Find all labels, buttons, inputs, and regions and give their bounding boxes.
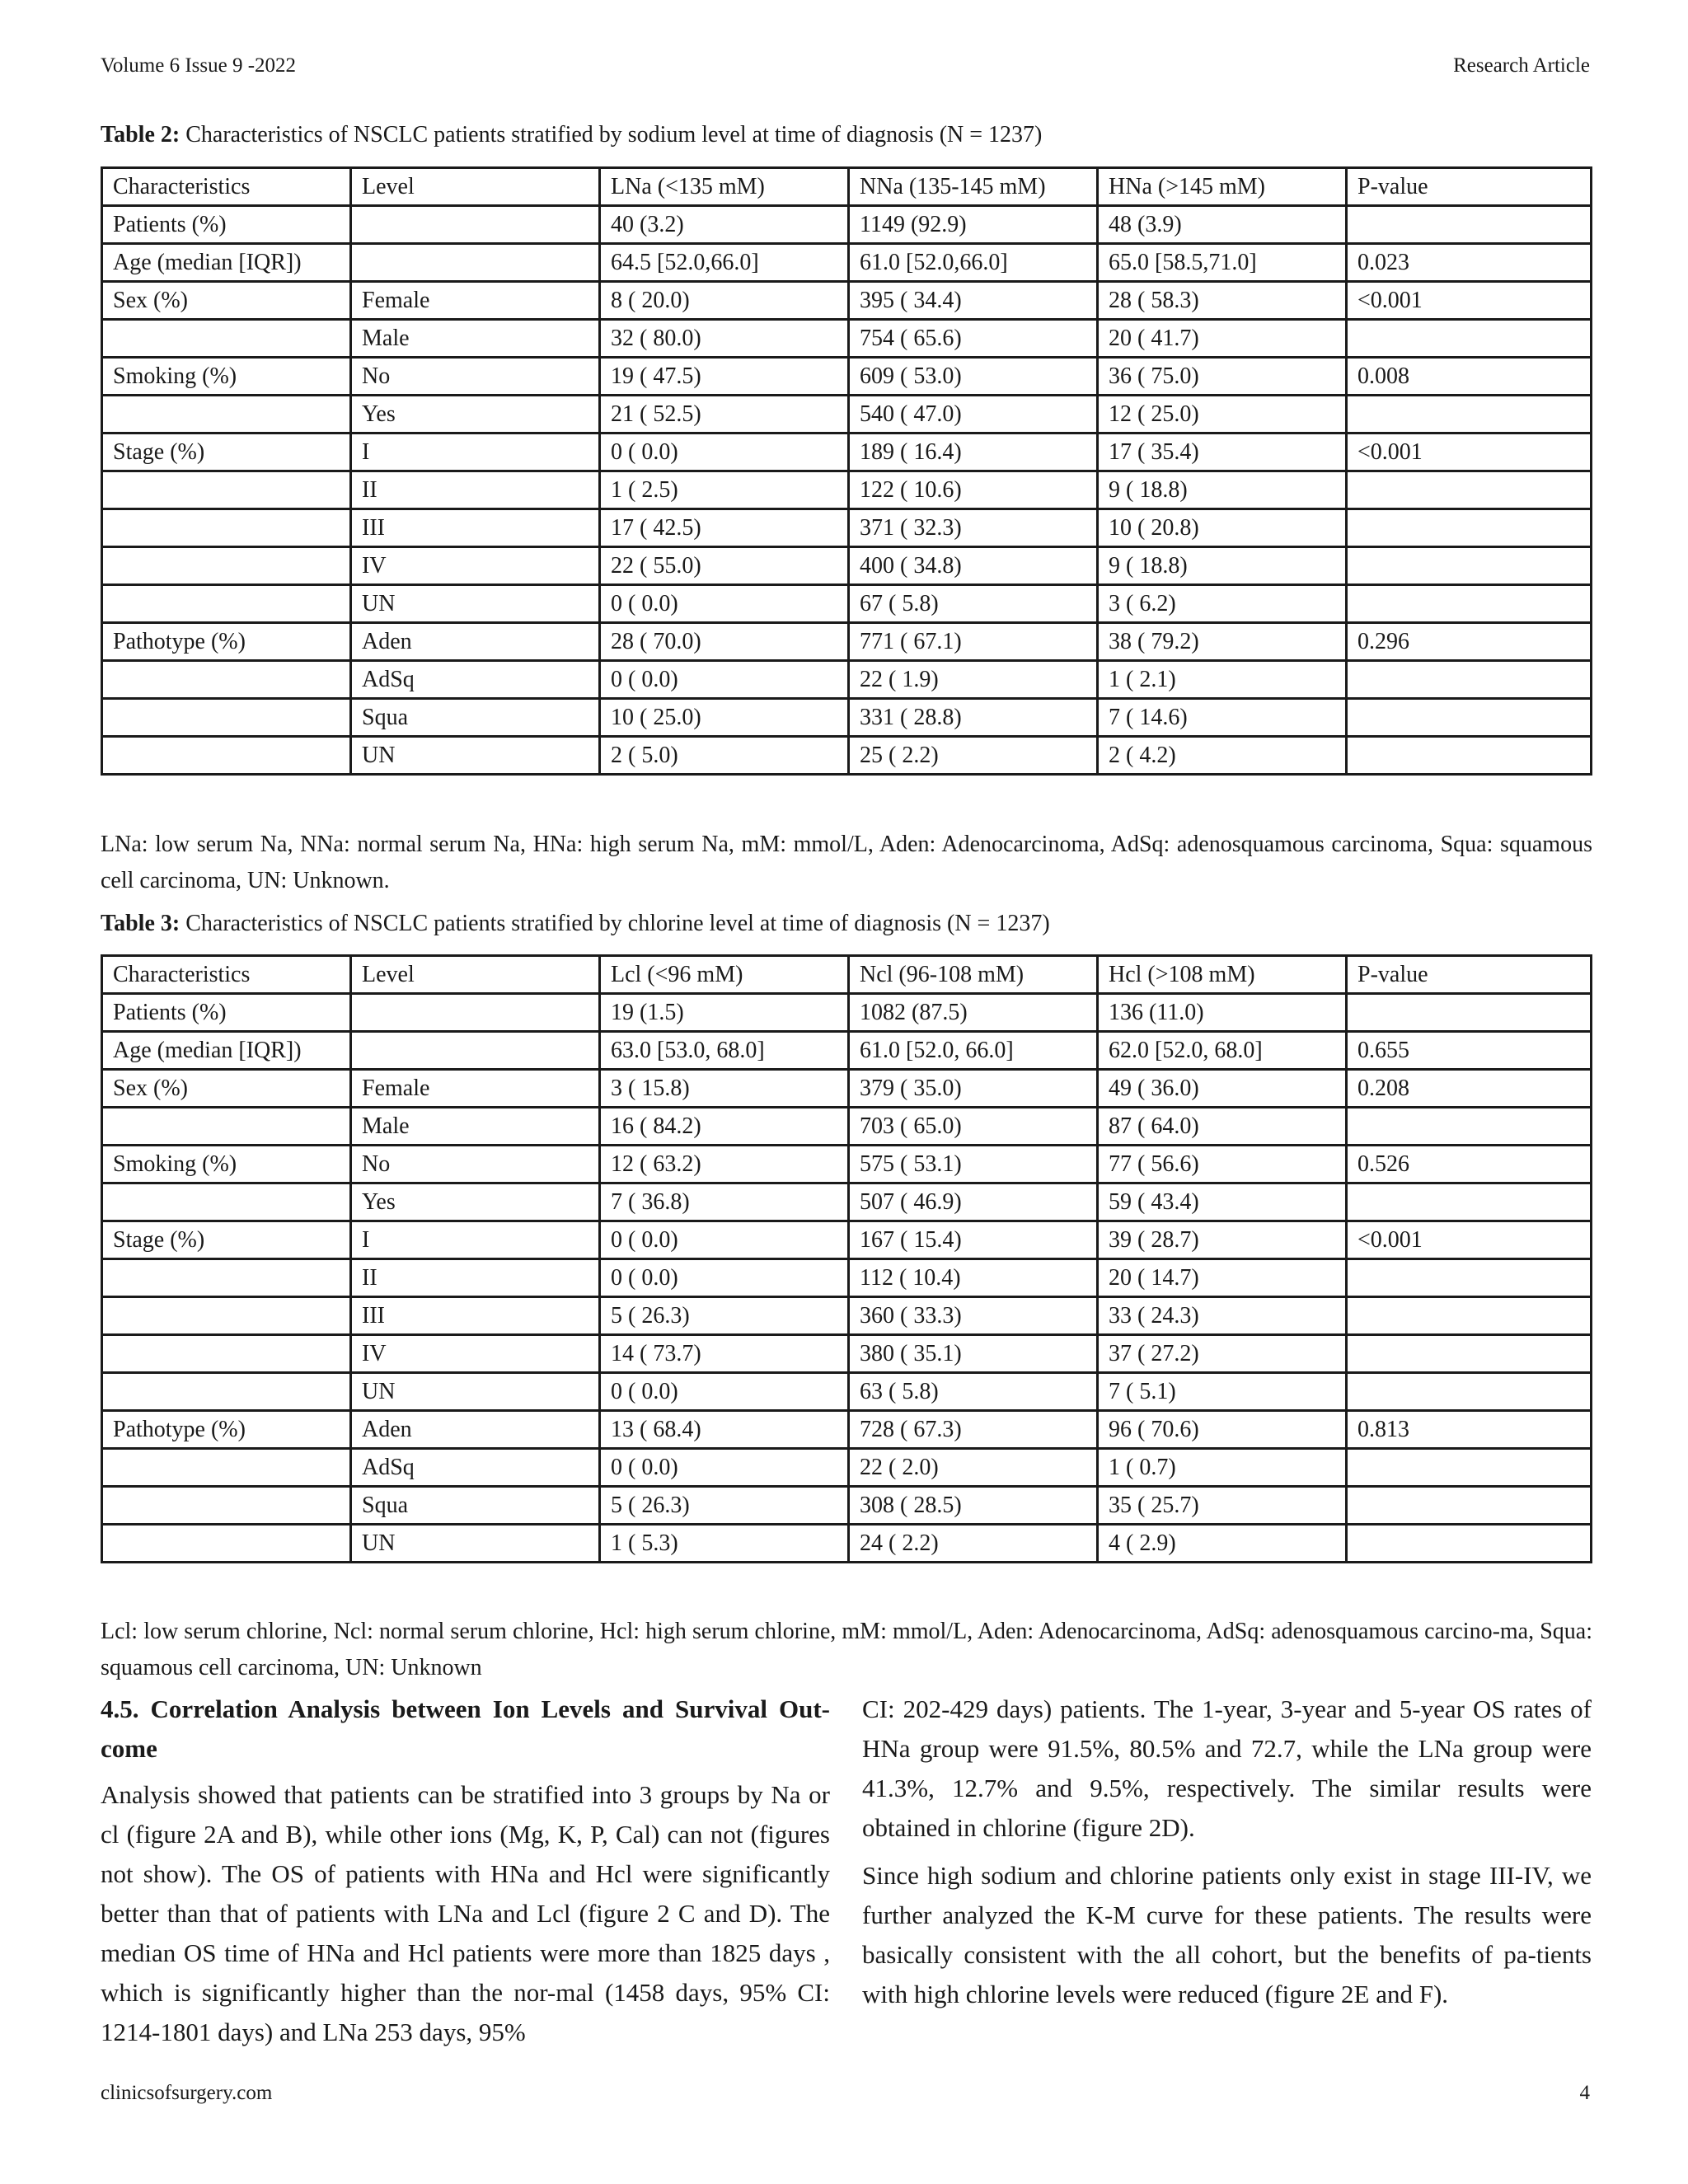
table-row (102, 1373, 1592, 1411)
table-cell: II (351, 1259, 600, 1297)
table-cell (102, 1373, 351, 1411)
column-header: NNa (135-145 mM) (849, 168, 1098, 206)
table-cell (1347, 547, 1592, 585)
table-cell: 10 ( 25.0) (600, 699, 849, 737)
table-cell: UN (351, 1525, 600, 1563)
table-cell: Smoking (%) (102, 358, 351, 396)
table-cell: II (351, 471, 600, 509)
table-header-row (102, 956, 1592, 994)
right-column (862, 1690, 1592, 2022)
right-paragraph-1: CI: 202-429 days) patients. The 1-year, 3-year and 5-year OS rates of HNa group were 91.5%, 80.5% and 72.7, while the LNa group were 41.3%, 12.7% and 9.5%, respectively. The similar results were obtained in chlorine (figure 2D). (862, 1694, 1592, 1842)
table-cell: Patients (%) (102, 206, 351, 244)
table-row (102, 1221, 1592, 1259)
table-cell: 1 ( 2.1) (1098, 661, 1347, 699)
table-cell: 16 ( 84.2) (600, 1108, 849, 1146)
table-cell (1347, 1335, 1592, 1373)
table-cell (1347, 1449, 1592, 1487)
table-cell: 0 ( 0.0) (600, 1373, 849, 1411)
right-paragraph-2: Since high sodium and chlorine patients only exist in stage III-IV, we further analyzed the K-M curve for these patients. The results were basically consistent with the all cohort, but the benefits of pa-tients with high chlorine levels were reduced (figure 2E and F). (862, 1861, 1592, 2008)
table-cell: 167 ( 15.4) (849, 1221, 1098, 1259)
table-cell: <0.001 (1347, 282, 1592, 320)
table-cell (102, 661, 351, 699)
table-cell: 49 ( 36.0) (1098, 1070, 1347, 1108)
column-header: HNa (>145 mM) (1098, 168, 1347, 206)
table-row (102, 1259, 1592, 1297)
table-cell: Pathotype (%) (102, 1411, 351, 1449)
table-cell: 754 ( 65.6) (849, 320, 1098, 358)
table-cell: Age (median [IQR]) (102, 1032, 351, 1070)
footer-site: clinicsofsurgery.com (101, 2082, 273, 2104)
table-row (102, 471, 1592, 509)
table-cell: 62.0 [52.0, 68.0] (1098, 1032, 1347, 1070)
volume-label: Volume 6 Issue 9 -2022 (101, 54, 297, 77)
table-cell (102, 471, 351, 509)
table-cell: 2 ( 5.0) (600, 737, 849, 775)
table-cell: 379 ( 35.0) (849, 1070, 1098, 1108)
table-cell: 13 ( 68.4) (600, 1411, 849, 1449)
table-cell: 7 ( 36.8) (600, 1183, 849, 1221)
table-cell (351, 206, 600, 244)
table-row (102, 737, 1592, 775)
table-row (102, 547, 1592, 585)
table-cell: 96 ( 70.6) (1098, 1411, 1347, 1449)
table-cell (102, 320, 351, 358)
table-cell: Sex (%) (102, 282, 351, 320)
table-cell: 21 ( 52.5) (600, 396, 849, 434)
table-cell: 14 ( 73.7) (600, 1335, 849, 1373)
table-row (102, 661, 1592, 699)
table-cell: 0.655 (1347, 1032, 1592, 1070)
table-cell: 17 ( 42.5) (600, 509, 849, 547)
table-cell: 35 ( 25.7) (1098, 1487, 1347, 1525)
table-cell: 38 ( 79.2) (1098, 623, 1347, 661)
table-row (102, 1525, 1592, 1563)
table-cell: 12 ( 25.0) (1098, 396, 1347, 434)
table-row (102, 585, 1592, 623)
column-header: Level (351, 168, 600, 206)
column-header: Level (351, 956, 600, 994)
table-cell: III (351, 509, 600, 547)
table-cell: 40 (3.2) (600, 206, 849, 244)
table-cell (1347, 320, 1592, 358)
table-cell (102, 1108, 351, 1146)
table-cell: 63 ( 5.8) (849, 1373, 1098, 1411)
table-cell: <0.001 (1347, 434, 1592, 471)
table-cell (1347, 1108, 1592, 1146)
table-cell (1347, 585, 1592, 623)
table-cell (1347, 1259, 1592, 1297)
table-cell: Stage (%) (102, 434, 351, 471)
table-cell: 22 ( 55.0) (600, 547, 849, 585)
left-paragraph: Analysis showed that patients can be stratified into 3 groups by Na or cl (figure 2A and B), while other ions (Mg, K, P, Cal) can not (figures not show). The OS of patients with HNa and Hcl were significantly better than that of patients with LNa and Lcl (figure 2 C and D). The median OS time of HNa and Hcl patients were more than 1825 days , which is significantly higher than the nor-mal (1458 days, 95% CI: 1214-1801 days) and LNa 253 days, 95% (101, 1780, 830, 2046)
table-cell (102, 699, 351, 737)
table-cell: 5 ( 26.3) (600, 1487, 849, 1525)
table-cell: 395 ( 34.4) (849, 282, 1098, 320)
table-cell (102, 1183, 351, 1221)
table-cell: 12 ( 63.2) (600, 1146, 849, 1183)
table3-caption (101, 911, 1050, 937)
table2-label: Table 2: (101, 122, 181, 148)
table-cell: <0.001 (1347, 1221, 1592, 1259)
table-cell: 61.0 [52.0, 66.0] (849, 1032, 1098, 1070)
running-head (101, 54, 1590, 77)
table-cell: 0.526 (1347, 1146, 1592, 1183)
table-cell: 25 ( 2.2) (849, 737, 1098, 775)
table-cell (102, 737, 351, 775)
table-cell: 22 ( 2.0) (849, 1449, 1098, 1487)
table-row (102, 699, 1592, 737)
table-cell: 20 ( 14.7) (1098, 1259, 1347, 1297)
table-cell: 540 ( 47.0) (849, 396, 1098, 434)
table-cell (102, 1335, 351, 1373)
table-cell: 1149 (92.9) (849, 206, 1098, 244)
table3-caption-text: Characteristics of NSCLC patients stratified by chlorine level at time of diagnosis (N = 1237) (185, 911, 1050, 936)
column-header: P-value (1347, 168, 1592, 206)
table-cell: 136 (11.0) (1098, 994, 1347, 1032)
table-cell: 112 ( 10.4) (849, 1259, 1098, 1297)
table-cell: 3 ( 6.2) (1098, 585, 1347, 623)
table-cell: 19 (1.5) (600, 994, 849, 1032)
table-cell (102, 585, 351, 623)
table-cell: UN (351, 585, 600, 623)
table-cell: 0 ( 0.0) (600, 1449, 849, 1487)
table2-caption (101, 122, 1042, 148)
table-cell: 7 ( 5.1) (1098, 1373, 1347, 1411)
article-type: Research Article (1453, 54, 1590, 77)
table-cell: 64.5 [52.0,66.0] (600, 244, 849, 282)
table-cell (1347, 1525, 1592, 1563)
table-cell: 1 ( 5.3) (600, 1525, 849, 1563)
table-cell: 37 ( 27.2) (1098, 1335, 1347, 1373)
table-header-row (102, 168, 1592, 206)
table-cell: 39 ( 28.7) (1098, 1221, 1347, 1259)
table-cell (1347, 509, 1592, 547)
table-cell: 1 ( 2.5) (600, 471, 849, 509)
table-cell: Aden (351, 1411, 600, 1449)
table-cell: IV (351, 1335, 600, 1373)
table-cell: Aden (351, 623, 600, 661)
table-cell: 87 ( 64.0) (1098, 1108, 1347, 1146)
table-cell: Squa (351, 699, 600, 737)
table-cell (102, 1525, 351, 1563)
table-cell: Female (351, 1070, 600, 1108)
table-cell: 609 ( 53.0) (849, 358, 1098, 396)
table-cell: 20 ( 41.7) (1098, 320, 1347, 358)
table-cell (1347, 396, 1592, 434)
table-cell: 63.0 [53.0, 68.0] (600, 1032, 849, 1070)
table-cell: 1082 (87.5) (849, 994, 1098, 1032)
table-row (102, 1032, 1592, 1070)
page-footer (101, 2082, 1590, 2105)
left-column (101, 1690, 830, 2060)
table-row (102, 1449, 1592, 1487)
table-cell (1347, 206, 1592, 244)
table-cell (102, 1487, 351, 1525)
table-cell: Smoking (%) (102, 1146, 351, 1183)
table-cell: 0 ( 0.0) (600, 1221, 849, 1259)
table-cell: 308 ( 28.5) (849, 1487, 1098, 1525)
table-cell: 371 ( 32.3) (849, 509, 1098, 547)
table-cell: 19 ( 47.5) (600, 358, 849, 396)
column-header: P-value (1347, 956, 1592, 994)
table-cell: 0 ( 0.0) (600, 1259, 849, 1297)
table-cell: Sex (%) (102, 1070, 351, 1108)
table-cell (1347, 1487, 1592, 1525)
table-cell: 10 ( 20.8) (1098, 509, 1347, 547)
table-cell: 9 ( 18.8) (1098, 547, 1347, 585)
table-row (102, 994, 1592, 1032)
table-cell: No (351, 358, 600, 396)
table-row (102, 206, 1592, 244)
table2-caption-text: Characteristics of NSCLC patients stratified by sodium level at time of diagnosis (N = 1237) (185, 122, 1043, 148)
table-cell: 189 ( 16.4) (849, 434, 1098, 471)
table-cell (1347, 1373, 1592, 1411)
table-cell (102, 1449, 351, 1487)
table-cell: 575 ( 53.1) (849, 1146, 1098, 1183)
table-row (102, 1297, 1592, 1335)
table-row (102, 434, 1592, 471)
table-cell (1347, 471, 1592, 509)
table-cell (351, 244, 600, 282)
table-cell: 33 ( 24.3) (1098, 1297, 1347, 1335)
table-cell: 0.008 (1347, 358, 1592, 396)
table-cell: 0.296 (1347, 623, 1592, 661)
column-header: Hcl (>108 mM) (1098, 956, 1347, 994)
table-row (102, 282, 1592, 320)
table-cell: Male (351, 1108, 600, 1146)
table-cell: Male (351, 320, 600, 358)
table-cell: 4 ( 2.9) (1098, 1525, 1347, 1563)
table-cell: UN (351, 1373, 600, 1411)
table-row (102, 1070, 1592, 1108)
table-cell: 331 ( 28.8) (849, 699, 1098, 737)
table-cell: 728 ( 67.3) (849, 1411, 1098, 1449)
table-cell (102, 1297, 351, 1335)
table-cell (351, 1032, 600, 1070)
table-row (102, 623, 1592, 661)
table-row (102, 320, 1592, 358)
table-cell: 17 ( 35.4) (1098, 434, 1347, 471)
table-row (102, 1108, 1592, 1146)
table-cell: 7 ( 14.6) (1098, 699, 1347, 737)
table-cell: Pathotype (%) (102, 623, 351, 661)
table-cell: Stage (%) (102, 1221, 351, 1259)
table-cell (1347, 1183, 1592, 1221)
table-cell (102, 396, 351, 434)
table-cell: 77 ( 56.6) (1098, 1146, 1347, 1183)
page-number: 4 (1579, 2082, 1590, 2104)
table-cell: 24 ( 2.2) (849, 1525, 1098, 1563)
column-header: Characteristics (102, 956, 351, 994)
table3-footnote: Lcl: low serum chlorine, Ncl: normal serum chlorine, Hcl: high serum chlorine, mM: mmol/L, Aden: Adenocarcinoma, AdSq: adenosquamous carcino-ma, Squa: squamous cell carcinoma, UN: Unknown (101, 1619, 1592, 1680)
table-cell: 32 ( 80.0) (600, 320, 849, 358)
table-cell: 0.208 (1347, 1070, 1592, 1108)
column-header: Ncl (96-108 mM) (849, 956, 1098, 994)
table-cell: 0 ( 0.0) (600, 585, 849, 623)
column-header: Lcl (<96 mM) (600, 956, 849, 994)
table-cell: 65.0 [58.5,71.0] (1098, 244, 1347, 282)
table-row (102, 244, 1592, 282)
table-cell (351, 994, 600, 1032)
table-cell: I (351, 1221, 600, 1259)
table-cell: Female (351, 282, 600, 320)
table-cell: 28 ( 70.0) (600, 623, 849, 661)
table-cell: 703 ( 65.0) (849, 1108, 1098, 1146)
table-cell: 59 ( 43.4) (1098, 1183, 1347, 1221)
table-cell: 0 ( 0.0) (600, 434, 849, 471)
table-cell: 67 ( 5.8) (849, 585, 1098, 623)
table-cell: 2 ( 4.2) (1098, 737, 1347, 775)
table-row (102, 358, 1592, 396)
table-cell: III (351, 1297, 600, 1335)
table-cell: Yes (351, 1183, 600, 1221)
table-cell: 122 ( 10.6) (849, 471, 1098, 509)
table-row (102, 1146, 1592, 1183)
table-cell: 400 ( 34.8) (849, 547, 1098, 585)
table-cell: 360 ( 33.3) (849, 1297, 1098, 1335)
table-cell: 0 ( 0.0) (600, 661, 849, 699)
table-row (102, 1411, 1592, 1449)
table-cell: 380 ( 35.1) (849, 1335, 1098, 1373)
table-cell: Age (median [IQR]) (102, 244, 351, 282)
table-row (102, 1183, 1592, 1221)
table-cell: AdSq (351, 1449, 600, 1487)
table2-sodium (101, 166, 1592, 776)
table-cell (1347, 737, 1592, 775)
table-cell: UN (351, 737, 600, 775)
table-cell: 771 ( 67.1) (849, 623, 1098, 661)
table-cell: Patients (%) (102, 994, 351, 1032)
column-header: LNa (<135 mM) (600, 168, 849, 206)
table-cell: 3 ( 15.8) (600, 1070, 849, 1108)
table-row (102, 1335, 1592, 1373)
table-cell: 48 (3.9) (1098, 206, 1347, 244)
table-cell: 9 ( 18.8) (1098, 471, 1347, 509)
table-cell: 8 ( 20.0) (600, 282, 849, 320)
table-cell: 36 ( 75.0) (1098, 358, 1347, 396)
table-cell: 0.023 (1347, 244, 1592, 282)
table-cell (1347, 1297, 1592, 1335)
table-cell: 61.0 [52.0,66.0] (849, 244, 1098, 282)
table-cell: Squa (351, 1487, 600, 1525)
table-cell: 5 ( 26.3) (600, 1297, 849, 1335)
table-cell (102, 1259, 351, 1297)
table-cell (102, 509, 351, 547)
table3-label: Table 3: (101, 911, 181, 936)
table-cell (102, 547, 351, 585)
table-cell (1347, 994, 1592, 1032)
table-cell: 507 ( 46.9) (849, 1183, 1098, 1221)
table2-footnote: LNa: low serum Na, NNa: normal serum Na, HNa: high serum Na, mM: mmol/L, Aden: Adenocarcinoma, AdSq: adenosquamous carcinoma, Squa: squamous cell carcinoma, UN: Unknown. (101, 832, 1592, 893)
table-cell: No (351, 1146, 600, 1183)
table-row (102, 509, 1592, 547)
table-cell: AdSq (351, 661, 600, 699)
table3-chlorine (101, 954, 1592, 1563)
section-heading: 4.5. Correlation Analysis between Ion Levels and Survival Out-come (101, 1694, 830, 1763)
table-cell: I (351, 434, 600, 471)
table-cell: Yes (351, 396, 600, 434)
table-cell: 0.813 (1347, 1411, 1592, 1449)
table-cell (1347, 699, 1592, 737)
table-cell: 1 ( 0.7) (1098, 1449, 1347, 1487)
table-cell: 28 ( 58.3) (1098, 282, 1347, 320)
table-cell (1347, 661, 1592, 699)
table-cell: 22 ( 1.9) (849, 661, 1098, 699)
column-header: Characteristics (102, 168, 351, 206)
table-cell: IV (351, 547, 600, 585)
table-row (102, 1487, 1592, 1525)
table-row (102, 396, 1592, 434)
